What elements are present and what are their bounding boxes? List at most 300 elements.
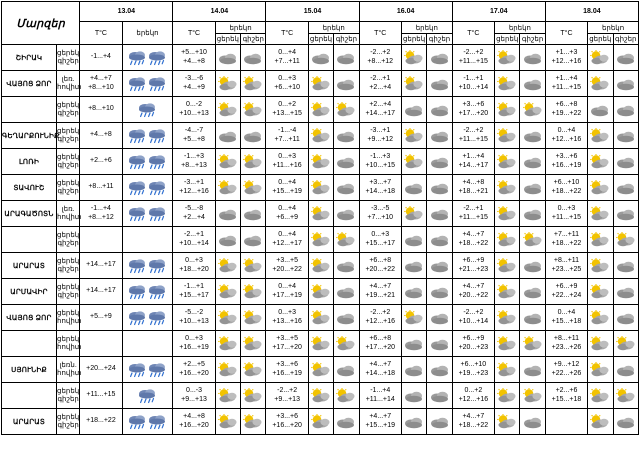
weather-icon-day — [588, 201, 613, 227]
weather-icon-night — [334, 279, 359, 305]
sun-cloud-icon — [403, 206, 425, 221]
weather-icon-cell — [122, 305, 173, 331]
cloud-icon — [430, 363, 450, 377]
table-row — [2, 45, 639, 71]
temperature-cell: -3...-6 +4...+9 — [173, 71, 215, 97]
sun-cloud-icon — [522, 336, 544, 351]
table-row — [2, 123, 639, 149]
temperature-cell: +8...+10 — [80, 97, 122, 123]
sun-cloud-icon — [217, 388, 239, 403]
temp-col-header-3: T°C — [359, 22, 401, 45]
cloud-icon — [430, 415, 450, 429]
cloud-icon — [616, 285, 636, 299]
sun-cloud-icon — [310, 284, 332, 299]
weather-icon-night — [241, 149, 266, 175]
period-label: ցերեկ գիշեր — [57, 383, 80, 409]
weather-icon-day — [495, 357, 520, 383]
day-col-header-3: ցերեկ — [401, 34, 426, 45]
weather-icon-night — [427, 175, 452, 201]
weather-icon-cell — [122, 227, 173, 253]
temperature-cell: 0...-2 +10...+13 — [173, 97, 215, 123]
sun-cloud-icon — [217, 362, 239, 377]
rain-icon — [147, 180, 167, 196]
temperature-cell: +4...+7 +18...+22 — [452, 409, 494, 435]
sun-cloud-icon — [310, 128, 332, 143]
cloud-icon — [590, 103, 610, 117]
rain-icon — [147, 284, 167, 300]
cloud-icon — [243, 51, 263, 65]
temp-col-header-1: T°C — [173, 22, 215, 45]
weather-icon-day — [588, 409, 613, 435]
period-label: ցերեկ հովիտ — [57, 331, 80, 357]
temperature-cell: -1...+1 +10...+14 — [452, 71, 494, 97]
weather-icon-night — [334, 175, 359, 201]
weather-icon-night — [613, 409, 638, 435]
cloud-icon — [523, 311, 543, 325]
weather-icon-day — [588, 253, 613, 279]
sun-cloud-icon — [310, 180, 332, 195]
sun-cloud-icon — [403, 310, 425, 325]
sun-cloud-icon — [217, 310, 239, 325]
temperature-cell — [80, 331, 122, 357]
weather-icon-cell — [122, 123, 173, 149]
date-header-1: 14.04 — [173, 2, 266, 22]
sun-cloud-icon — [242, 102, 264, 117]
weather-icon-day — [495, 123, 520, 149]
temperature-cell: +20...+24 — [80, 357, 122, 383]
sun-cloud-icon — [589, 128, 611, 143]
table-row — [2, 97, 639, 123]
sun-cloud-icon — [242, 76, 264, 91]
region-label — [2, 227, 57, 253]
rain-icon — [147, 206, 167, 222]
weather-icon-night — [334, 305, 359, 331]
rain-icon — [127, 206, 147, 222]
weather-icon-night — [241, 305, 266, 331]
weather-icon-day — [308, 409, 333, 435]
temperature-cell: +4...+7 +18...+22 — [452, 227, 494, 253]
weather-icon-night — [427, 331, 452, 357]
table-row — [2, 149, 639, 175]
cloud-icon — [404, 233, 424, 247]
temperature-cell: +6...+10 +18...+22 — [545, 175, 587, 201]
weather-icon-night — [241, 201, 266, 227]
temperature-cell: +8...+11 — [80, 175, 122, 201]
cloud-icon — [336, 207, 356, 221]
weather-icon-day — [588, 357, 613, 383]
weather-icon-night — [427, 383, 452, 409]
temperature-cell: -2...+1 +10...+14 — [173, 227, 215, 253]
table-row — [2, 279, 639, 305]
sun-cloud-icon — [310, 76, 332, 91]
weather-icon-day — [215, 227, 240, 253]
weather-icon-night — [334, 123, 359, 149]
temp-col-header-2: T°C — [266, 22, 308, 45]
weather-icon-day — [308, 279, 333, 305]
weather-icon-night — [613, 279, 638, 305]
sun-cloud-icon — [242, 180, 264, 195]
region-label: ԳԵՂԱՐՔՈՒՆԻՔ — [2, 123, 57, 149]
temperature-cell — [80, 227, 122, 253]
weather-icon-day — [215, 97, 240, 123]
weather-icon-night — [520, 305, 545, 331]
sun-cloud-icon — [496, 76, 518, 91]
region-label: ԱՐԱՐԱՏ — [2, 409, 57, 435]
sun-cloud-icon — [589, 232, 611, 247]
temperature-cell: +4...+7 +19...+21 — [359, 279, 401, 305]
cloud-icon — [616, 77, 636, 91]
weather-icon-day — [588, 175, 613, 201]
temperature-cell: -2...+2 +11...+15 — [452, 123, 494, 149]
sun-cloud-icon — [615, 336, 637, 351]
rain-icon — [127, 310, 147, 326]
cloud-icon — [336, 259, 356, 273]
weather-icon-day — [215, 331, 240, 357]
weather-icon-night — [613, 201, 638, 227]
temperature-cell: +4...+7 +20...+22 — [452, 279, 494, 305]
weather-icon-day — [495, 331, 520, 357]
cloud-icon — [616, 415, 636, 429]
night-col-header-1: գիշեր — [241, 34, 266, 45]
weather-icon-day — [215, 279, 240, 305]
cloud-icon — [218, 207, 238, 221]
date-header-2: 15.04 — [266, 2, 359, 22]
rain-icon — [127, 284, 147, 300]
weather-icon-night — [520, 71, 545, 97]
sun-cloud-icon — [522, 232, 544, 247]
sun-cloud-icon — [589, 388, 611, 403]
cloud-icon — [336, 129, 356, 143]
day-col-header-2: ցերեկ — [308, 34, 333, 45]
weather-icon-night — [613, 175, 638, 201]
temperature-cell: -1...+3 +10...+15 — [359, 149, 401, 175]
cloud-icon — [336, 77, 356, 91]
cloud-icon — [430, 259, 450, 273]
weather-icon-night — [613, 305, 638, 331]
sun-cloud-icon — [589, 50, 611, 65]
weather-icon-night — [613, 227, 638, 253]
cloud-icon — [616, 259, 636, 273]
cloud-icon — [430, 181, 450, 195]
temperature-cell: -1...+4 +11...+14 — [359, 383, 401, 409]
cloud-icon — [430, 207, 450, 221]
sun-cloud-icon — [310, 336, 332, 351]
sun-cloud-icon — [310, 258, 332, 273]
rain-icon — [147, 76, 167, 92]
table-row — [2, 305, 639, 331]
cloud-icon — [523, 129, 543, 143]
weather-icon-night — [427, 201, 452, 227]
cloud-icon — [430, 311, 450, 325]
evening-col-header-1: երեկո — [215, 22, 266, 34]
temperature-cell: +3...+5 +20...+22 — [266, 253, 308, 279]
weather-icon-day — [215, 45, 240, 71]
day-col-header-1: ցերեկ — [215, 34, 240, 45]
table-row — [2, 331, 639, 357]
sun-cloud-icon — [496, 50, 518, 65]
weather-icon-night — [613, 149, 638, 175]
weather-icon-day — [308, 305, 333, 331]
weather-icon-cell — [122, 279, 173, 305]
temperature-cell: +1...+4 +14...+17 — [452, 149, 494, 175]
temperature-cell: +14...+17 — [80, 253, 122, 279]
weather-icon-night — [613, 45, 638, 71]
weather-icon-night — [613, 357, 638, 383]
cloud-icon — [336, 155, 356, 169]
weather-icon-night — [241, 45, 266, 71]
sun-cloud-icon — [310, 388, 332, 403]
weather-icon-day — [401, 357, 426, 383]
temperature-cell: -1...+3 +8...+13 — [173, 149, 215, 175]
temperature-cell: 0...+3 +15...+17 — [359, 227, 401, 253]
weather-icon-day — [308, 383, 333, 409]
weather-icon-night — [334, 409, 359, 435]
rain-icon — [127, 76, 147, 92]
temperature-cell: 0...+4 +7...+11 — [266, 45, 308, 71]
cloud-icon — [218, 129, 238, 143]
sun-cloud-icon — [496, 310, 518, 325]
weather-icon-day — [495, 409, 520, 435]
weather-icon-day — [588, 123, 613, 149]
temperature-cell: +6...+8 +17...+20 — [359, 331, 401, 357]
weather-icon-night — [427, 409, 452, 435]
weather-icon-day — [495, 253, 520, 279]
cloud-icon — [404, 363, 424, 377]
weather-icon-day — [215, 253, 240, 279]
weather-icon-day — [308, 331, 333, 357]
weather-icon-night — [427, 71, 452, 97]
cloud-icon — [616, 103, 636, 117]
temperature-cell: +2...+5 +16...+20 — [173, 357, 215, 383]
temperature-cell: +2...+6 +15...+18 — [545, 383, 587, 409]
sun-cloud-icon — [496, 284, 518, 299]
region-label: ՇԻՐԱԿ — [2, 45, 57, 71]
weather-icon-cell — [122, 45, 173, 71]
weather-icon-night — [520, 357, 545, 383]
weather-icon-night — [334, 71, 359, 97]
region-label: ԼՈՌԻ — [2, 149, 57, 175]
weather-icon-night — [520, 279, 545, 305]
sun-cloud-icon — [522, 388, 544, 403]
temperature-cell: 0...+4 +15...+18 — [545, 305, 587, 331]
weather-icon-night — [520, 175, 545, 201]
table-row — [2, 409, 639, 435]
cloud-icon — [523, 51, 543, 65]
sun-cloud-icon — [242, 388, 264, 403]
weather-icon-day — [215, 383, 240, 409]
weather-icon-day — [308, 201, 333, 227]
weather-icon-night — [427, 253, 452, 279]
weather-icon-day — [401, 201, 426, 227]
period-label: լեռն. հովիտ — [57, 357, 80, 383]
sun-cloud-icon — [403, 50, 425, 65]
weather-icon-cell — [122, 409, 173, 435]
sun-cloud-icon — [242, 362, 264, 377]
temp-col-header-5: T°C — [545, 22, 587, 45]
temperature-cell: -3...+1 +12...+16 — [173, 175, 215, 201]
sun-cloud-icon — [589, 336, 611, 351]
sun-cloud-icon — [589, 284, 611, 299]
weather-icon-night — [334, 253, 359, 279]
temperature-cell: +8...+11 +23...+25 — [545, 253, 587, 279]
weather-icon-night — [427, 357, 452, 383]
weather-icon-night — [241, 227, 266, 253]
sun-cloud-icon — [522, 102, 544, 117]
temperature-cell: +5...+9 — [80, 305, 122, 331]
weather-icon-day — [495, 201, 520, 227]
weather-icon-night — [427, 123, 452, 149]
temperature-cell: 0...+4 +12...+16 — [545, 123, 587, 149]
weather-icon-day — [401, 175, 426, 201]
region-label: ՏԱՎՈՒՇ — [2, 175, 57, 201]
weather-icon-night — [241, 357, 266, 383]
weather-icon-night — [520, 149, 545, 175]
sun-cloud-icon — [335, 388, 357, 403]
weather-icon-day — [215, 357, 240, 383]
sun-cloud-icon — [335, 232, 357, 247]
weather-icon-night — [241, 383, 266, 409]
cloud-icon — [616, 51, 636, 65]
evening-col-header-4: երեկո — [495, 22, 546, 34]
weather-icon-day — [401, 227, 426, 253]
weather-icon-night — [520, 201, 545, 227]
weather-icon-night — [334, 97, 359, 123]
weather-icon-night — [520, 331, 545, 357]
weather-icon-day — [495, 279, 520, 305]
rain-icon — [147, 414, 167, 430]
temperature-cell: 0...+2 +13...+15 — [266, 97, 308, 123]
cloud-icon — [616, 311, 636, 325]
temperature-cell: 0...+2 +12...+16 — [452, 383, 494, 409]
weather-icon-day — [588, 45, 613, 71]
weather-icon-day — [401, 149, 426, 175]
sun-cloud-icon — [589, 362, 611, 377]
table-body — [2, 45, 639, 435]
temperature-cell: +3...+6 +16...+20 — [266, 409, 308, 435]
temperature-cell: 0...+3 +11...+15 — [545, 201, 587, 227]
sun-cloud-icon — [496, 362, 518, 377]
cloud-icon — [523, 363, 543, 377]
weather-icon-night — [334, 149, 359, 175]
night-col-header-4: գիշեր — [520, 34, 545, 45]
temperature-cell: +4...+8 — [80, 123, 122, 149]
temperature-cell: +6...+10 +19...+23 — [452, 357, 494, 383]
cloud-icon — [218, 233, 238, 247]
weather-icon-day — [495, 97, 520, 123]
table-row — [2, 175, 639, 201]
temperature-cell: +3...+7 +14...+18 — [359, 175, 401, 201]
temperature-cell: 0...+3 +18...+20 — [173, 253, 215, 279]
cloud-icon — [243, 129, 263, 143]
weather-icon-night — [241, 71, 266, 97]
sun-cloud-icon — [496, 336, 518, 351]
weather-icon-night — [241, 253, 266, 279]
weather-icon-day — [215, 123, 240, 149]
weather-icon-day — [588, 305, 613, 331]
night-col-header-5: գիշեր — [613, 34, 638, 45]
weather-icon-night — [520, 227, 545, 253]
temperature-cell: -3...+1 +9...+12 — [359, 123, 401, 149]
region-label — [2, 97, 57, 123]
weather-icon-day — [308, 71, 333, 97]
period-label: ցերեկ գիշեր — [57, 175, 80, 201]
sun-cloud-icon — [217, 258, 239, 273]
weather-icon-cell — [122, 149, 173, 175]
table-header — [2, 2, 639, 45]
weather-icon-cell — [122, 175, 173, 201]
weather-icon-night — [334, 331, 359, 357]
table-row — [2, 383, 639, 409]
temperature-cell: +6...+8 +20...+22 — [359, 253, 401, 279]
weather-icon-day — [308, 45, 333, 71]
weather-icon-cell — [122, 357, 173, 383]
weather-icon-day — [308, 227, 333, 253]
weather-icon-day — [308, 149, 333, 175]
temperature-cell: -2...+2 +11...+15 — [452, 45, 494, 71]
date-header-5: 18.04 — [545, 2, 638, 22]
rain-icon — [127, 154, 147, 170]
sun-cloud-icon — [496, 206, 518, 221]
cloud-icon — [430, 129, 450, 143]
cloud-icon — [616, 155, 636, 169]
weather-icon-day — [588, 71, 613, 97]
temperature-cell: +3...+6 +16...+19 — [545, 149, 587, 175]
weather-icon-day — [495, 71, 520, 97]
weather-icon-day — [215, 305, 240, 331]
rain-icon — [127, 258, 147, 274]
night-col-header-2: գիշեր — [334, 34, 359, 45]
weather-icon-day — [308, 123, 333, 149]
temperature-cell: +3...+6 +17...+20 — [452, 97, 494, 123]
region-label — [2, 331, 57, 357]
weather-icon-night — [427, 97, 452, 123]
weather-icon-day — [588, 279, 613, 305]
temperature-cell: +6...+9 +21...+23 — [452, 253, 494, 279]
temperature-cell: 0...-3 +9...+13 — [173, 383, 215, 409]
cloud-icon — [404, 337, 424, 351]
sun-cloud-icon — [217, 102, 239, 117]
rain-icon — [127, 362, 147, 378]
weather-icon-night — [613, 123, 638, 149]
sun-cloud-icon — [403, 154, 425, 169]
rain-icon — [127, 128, 147, 144]
cloud-icon — [523, 415, 543, 429]
weather-icon-night — [334, 383, 359, 409]
weather-icon-night — [520, 45, 545, 71]
temperature-cell: -5...-2 +10...+13 — [173, 305, 215, 331]
sun-cloud-icon — [310, 362, 332, 377]
period-label: ցերեկ գիշեր — [57, 149, 80, 175]
temperature-cell: -5...-8 +2...+4 — [173, 201, 215, 227]
evening-col-header-0: երեկո — [122, 22, 173, 45]
sun-cloud-icon — [589, 414, 611, 429]
weather-icon-night — [427, 45, 452, 71]
period-label: լեռ. հովիտ — [57, 71, 80, 97]
cloud-icon — [430, 233, 450, 247]
weather-icon-night — [427, 305, 452, 331]
cloud-icon — [336, 181, 356, 195]
temperature-cell: +5...+10 +4...+8 — [173, 45, 215, 71]
sun-cloud-icon — [589, 206, 611, 221]
temperature-cell: 0...+4 +12...+17 — [266, 227, 308, 253]
date-header-3: 16.04 — [359, 2, 452, 22]
temperature-cell: +1...+4 +11...+15 — [545, 71, 587, 97]
weather-icon-night — [334, 201, 359, 227]
rain-icon — [127, 180, 147, 196]
cloud-icon — [336, 51, 356, 65]
temperature-cell: -1...-4 +7...+11 — [266, 123, 308, 149]
weather-icon-night — [334, 227, 359, 253]
